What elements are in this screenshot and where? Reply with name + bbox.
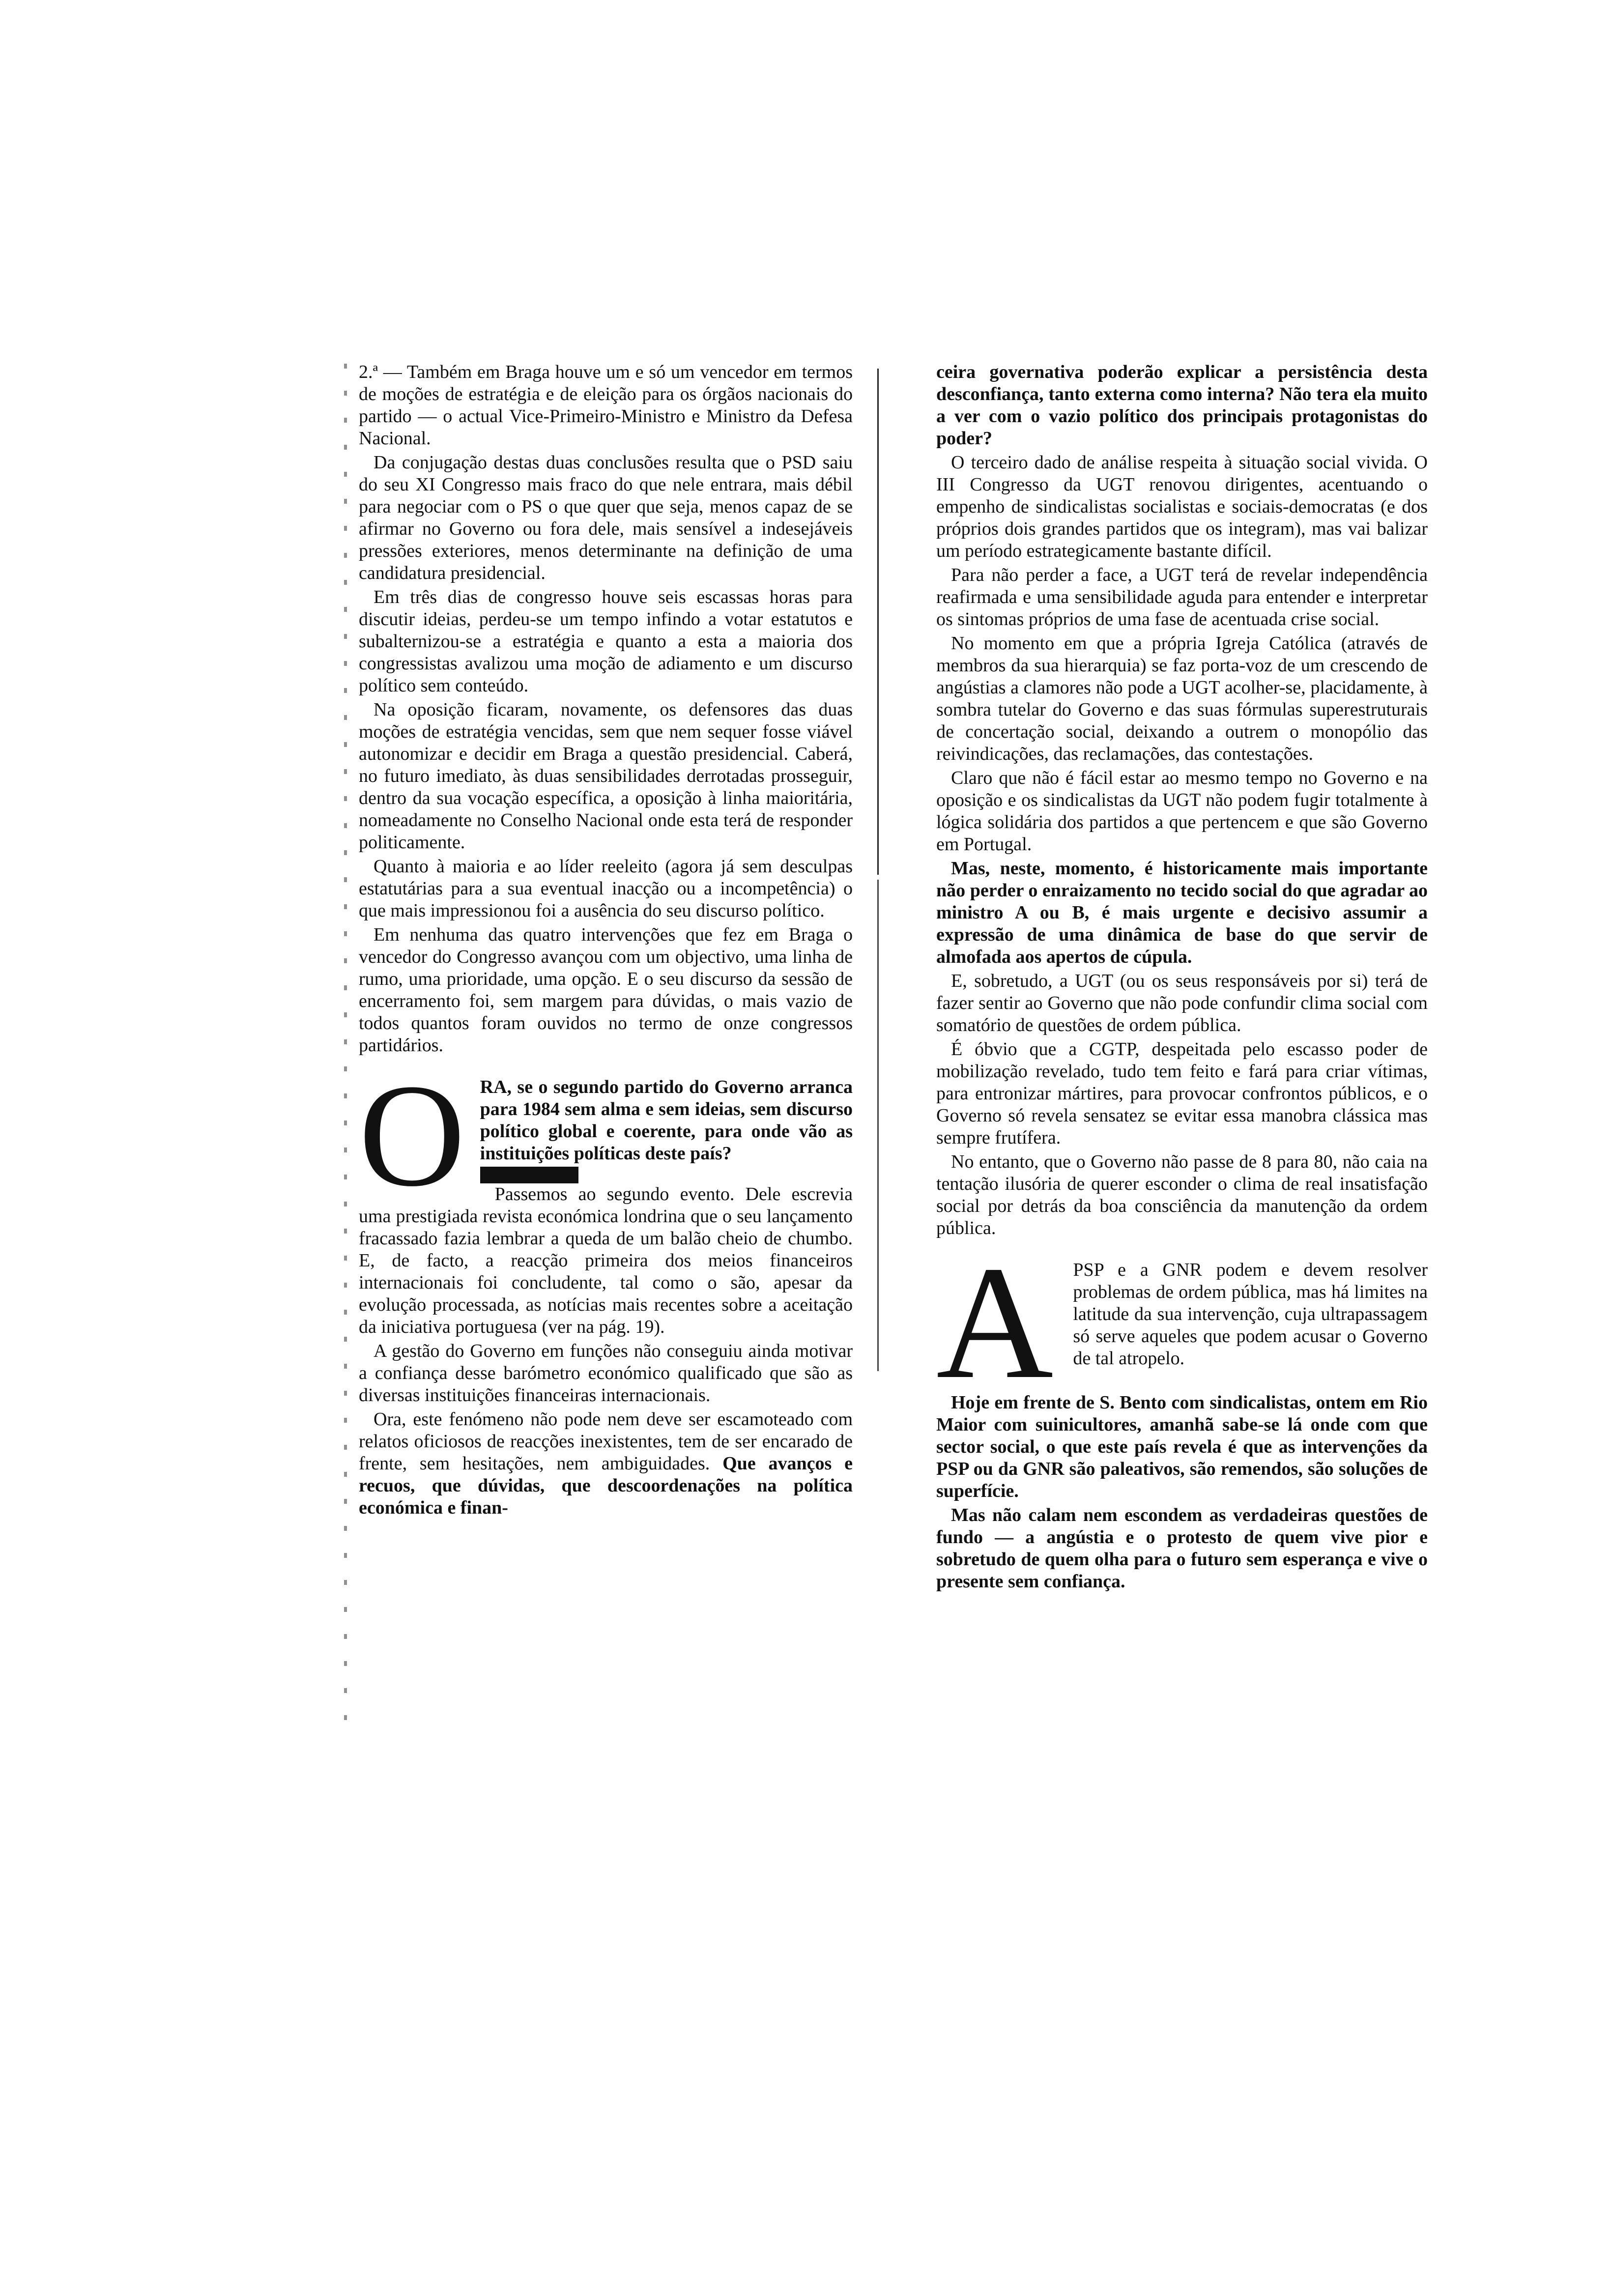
paragraph: No momento em que a própria Igreja Católica (através de membros da sua hierarquia) se faz porta-voz de um crescendo de angústias a clamores não pode a UGT acolher-se, placidamente, à sombra tutelar do Governo e das suas fórmulas superestruturais de concertação social, deixando a outrem o monopólio das reivindicações, das reclamações, das contestações. [936,633,1428,764]
paragraph: Para não perder a face, a UGT terá de revelar independência reafirmada e uma sensibilidade aguda para entender e interpretar os sintomas próprios de uma fase de acentuada crise social. [936,565,1428,630]
paragraph: É óbvio que a CGTP, despeitada pelo escasso poder de mobilização revelado, tudo tem feito e fará para criar vítimas, para entronizar mártires, para provocar confrontos públicos, e o Governo só revela sensatez se evitar essa manobra clássica mas sempre frutífera. [936,1039,1428,1148]
paragraph: A gestão do Governo em funções não conseguiu ainda motivar a confiança desse barómetro económico qualificado que são as diversas instituições financeiras internacionais. [359,1341,853,1406]
paragraph [359,1408,853,1519]
drop-cap-section-a [936,1233,1428,1412]
drop-cap-lead: PSP e a GNR podem e devem resolver problemas de ordem pública, mas há limites na latitude da sua intervenção, cuja ultrapassagem só serve aqueles que podem acusar o Governo de tal atropelo. [1073,1260,1428,1369]
paragraph: Mas, neste, momento, é historicamente mais importante não perder o enraizamento no tecido social do que agradar ao ministro A ou B, é mais urgente e decisivo assumir a expressão de uma dinâmica de base do que servir de almofada aos apertos de cúpula. [936,858,1428,967]
right-column [936,361,1428,1595]
paragraph: Da conjugação destas duas conclusões resulta que o PSD saiu do seu XI Congresso mais fraco do que nele entrara, mais débil para negociar com o PS o que quer que seja, menos capaz de se afirmar no Governo ou fora dele, mais sensível a indesejáveis pressões exteriores, menos determinante na definição de uma candidatura presidencial. [359,452,853,583]
paragraph: 2.ª — Também em Braga houve um e só um vencedor em termos de moções de estratégia e de eleição para os órgãos nacionais do partido — o actual Vice-Primeiro-Ministro e Ministro da Defesa Nacional. [359,362,853,449]
left-column [359,361,853,1521]
paragraph: Passemos ao segundo evento. Dele escrevia uma prestigiada revista económica londrina que o seu lançamento fracassado fazia lembrar a queda de um balão cheio de chumbo. E, de facto, a reacção primeira dos meios financeiros internacionais foi concludente, tal como o são, apesar da evolução processada, as notícias mais recentes sobre a aceitação da iniciativa portuguesa (ver na pág. 19). [359,1184,853,1337]
drop-cap-section-o [359,1054,853,1217]
paragraph: Claro que não é fácil estar ao mesmo tempo no Governo e na oposição e os sindicalistas da UGT não podem fugir totalmente à lógica solidária dos partidos a que pertencem e que são Governo em Portugal. [936,768,1428,855]
paragraph: Hoje em frente de S. Bento com sindicalistas, ontem em Rio Maior com suinicultores, amanhã sabe-se lá onde com que sector social, o que este país revela é que as intervenções da PSP ou da GNR são paleativos, são remendos, são soluções de superfície. [936,1392,1428,1501]
left-margin-marks [344,364,347,1740]
paragraph: Mas não calam nem escondem as verdadeiras questões de fundo — a angústia e o protesto de quem vive pior e sobretudo de quem olha para o futuro sem esperança e vive o presente sem confiança. [936,1505,1428,1592]
paragraph: E, sobretudo, a UGT (ou os seus responsáveis por si) terá de fazer sentir ao Governo que não pode confundir clima social com somatório de questões de ordem pública. [936,971,1428,1035]
paragraph: No entanto, que o Governo não passe de 8 para 80, não caia na tentação ilusória de querer esconder o clima de real insatisfação social por detrás da boa consciência da manutenção da ordem pública. [936,1151,1428,1238]
drop-cap-letter: O [359,1054,465,1217]
paragraph: Em nenhuma das quatro intervenções que fez em Braga o vencedor do Congresso avançou com um objectivo, uma linha de rumo, uma prioridade, uma opção. E o seu discurso da sessão de encerramento foi, sem margem para dúvidas, o mais vazio de todos quantos foram ouvidos no termo de onze congressos partidários. [359,924,853,1056]
drop-cap-letter: A [936,1233,1054,1412]
paragraph: Na oposição ficaram, novamente, os defensores das duas moções de estratégia vencidas, sem que nem sequer fosse viável autonomizar e decidir em Braga a questão presidencial. Caberá, no futuro imediato, às duas sensibilidades derrotadas prosseguir, dentro da sua vocação específica, a oposição à linha maioritária, nomeadamente no Conselho Nacional onde esta terá de responder politicamente. [359,699,853,853]
paragraph: Em três dias de congresso houve seis escassas horas para discutir ideias, perdeu-se um tempo infindo a votar estatutos e subalternizou-se a estratégia e quanto a esta a maioria dos congressistas avalizou uma moção de adiamento e um discurso político sem conteúdo. [359,587,853,696]
column-rule [877,369,879,875]
paragraph: ceira governativa poderão explicar a persistência desta desconfiança, tanto externa como interna? Não tera ela muito a ver com o vazio político dos principais protagonistas do poder? [936,362,1428,449]
drop-cap-lead: RA, se o segundo partido do Governo arranca para 1984 sem alma e sem ideias, sem discurso político global e coerente, para onde vão as instituições políticas deste país? [480,1077,853,1164]
drop-cap-bar [480,1167,578,1183]
paragraph: O terceiro dado de análise respeita à situação social vivida. O III Congresso da UGT renovou dirigentes, acentuando o empenho de sindicalistas socialistas e sociais-democratas (e dos próprios dois grandes partidos que os integram), mas vai balizar um período estrategicamente bastante difícil. [936,452,1428,561]
paragraph-bold-text: Que avanços e recuos, que dúvidas, que descoordenações na política económica e finan- [359,1453,853,1518]
paragraph: Quanto à maioria e ao líder reeleito (agora já sem desculpas estatutárias para a sua eventual inacção ou a incompetência) o que mais impressionou foi a ausência do seu discurso político. [359,856,853,921]
paragraph-text: Ora, este fenómeno não pode nem deve ser escamoteado com relatos oficiosos de reacções inexistentes, tem de ser encarado de frente, sem hesitações, nem ambiguidades. [359,1409,853,1474]
column-rule [877,880,879,1371]
